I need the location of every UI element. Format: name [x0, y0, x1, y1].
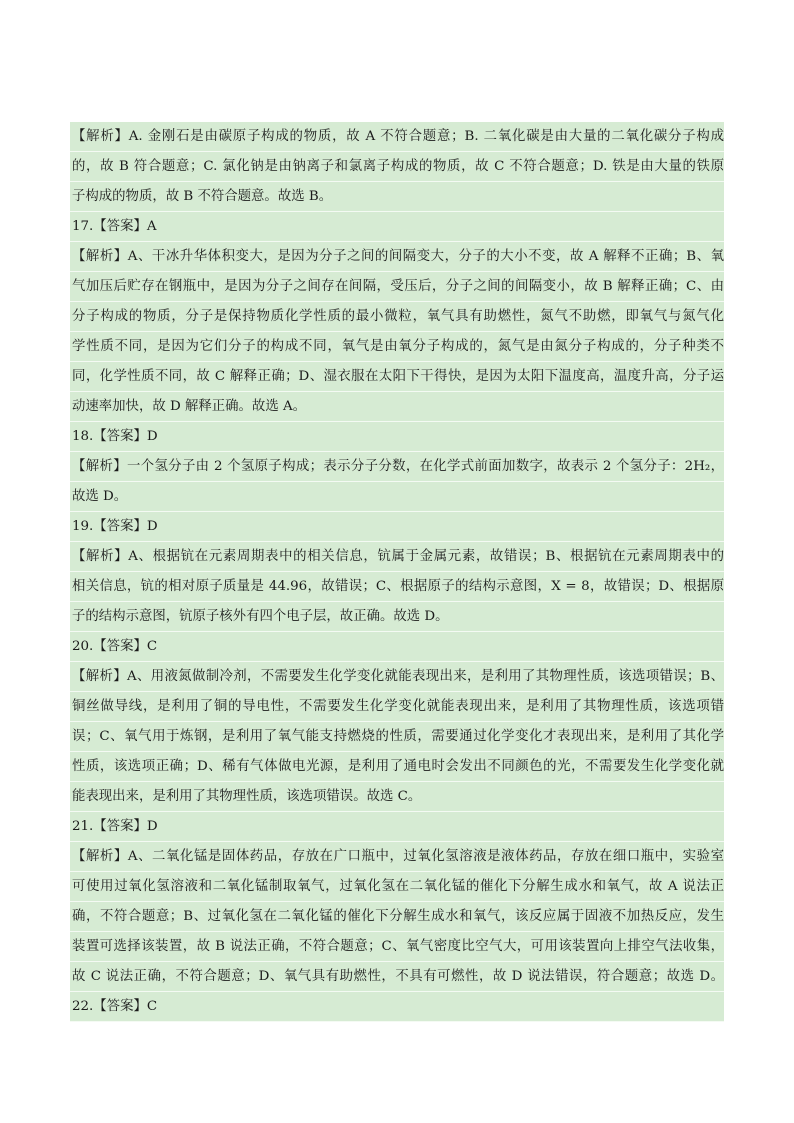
- text-line: 【解析】A、二氧化锰是固体药品，存放在广口瓶中，过氧化氢溶液是液体药品，存放在细口瓶中，实验室: [70, 842, 724, 872]
- text-line: 可使用过氧化氢溶液和二氧化锰制取氧气，过氧化氢在二氧化锰的催化下分解生成水和氧气，故 A 说法正: [70, 872, 724, 902]
- answer-heading: 17.【答案】A: [70, 212, 724, 242]
- answer-heading: 19.【答案】D: [70, 512, 724, 542]
- text-line: 动速率加快，故 D 解释正确。故选 A。: [70, 392, 724, 422]
- text-line: 的，故 B 符合题意；C. 氯化钠是由钠离子和氯离子构成的物质，故 C 不符合题意；D. 铁是由大量的铁原: [70, 152, 724, 182]
- text-line: 能表现出来，是利用了其物理性质，该选项错误。故选 C。: [70, 782, 724, 812]
- text-line: 学性质不同，是因为它们分子的构成不同，氧气是由氧分子构成的，氮气是由氮分子构成的，分子种类不: [70, 332, 724, 362]
- answer-key-text: [70, 122, 724, 1022]
- text-line: 【解析】A、根据钪在元素周期表中的相关信息，钪属于金属元素，故错误；B、根据钪在元素周期表中的: [70, 542, 724, 572]
- text-line: 分子构成的物质，分子是保持物质化学性质的最小微粒，氧气具有助燃性，氮气不助燃，即氧气与氮气化: [70, 302, 724, 332]
- text-line: 装置可选择该装置，故 B 说法正确，不符合题意；C、氧气密度比空气大，可用该装置向上排空气法收集，: [70, 932, 724, 962]
- text-line: 子构成的物质，故 B 不符合题意。故选 B。: [70, 182, 724, 212]
- text-line: 性质，该选项正确；D、稀有气体做电光源，是利用了通电时会发出不同颜色的光，不需要发生化学变化就: [70, 752, 724, 782]
- text-line: 【解析】A. 金刚石是由碳原子构成的物质，故 A 不符合题意；B. 二氧化碳是由大量的二氧化碳分子构成: [70, 122, 724, 152]
- text-line: 铜丝做导线，是利用了铜的导电性，不需要发生化学变化就能表现出来，是利用了其物理性质，该选项错: [70, 692, 724, 722]
- text-line: 故 C 说法正确，不符合题意；D、氧气具有助燃性，不具有可燃性，故 D 说法错误，符合题意；故选 D。: [70, 962, 724, 992]
- text-line: 确，不符合题意；B、过氧化氢在二氧化锰的催化下分解生成水和氧气，该反应属于固液不加热反应，发生: [70, 902, 724, 932]
- text-line: 子的结构示意图，钪原子核外有四个电子层，故正确。故选 D。: [70, 602, 724, 632]
- text-line: 【解析】A、用液氮做制冷剂，不需要发生化学变化就能表现出来，是利用了其物理性质，该选项错误；B、: [70, 662, 724, 692]
- text-line: 故选 D。: [70, 482, 724, 512]
- answer-heading: 18.【答案】D: [70, 422, 724, 452]
- answer-heading: 21.【答案】D: [70, 812, 724, 842]
- answer-heading: 20.【答案】C: [70, 632, 724, 662]
- text-line: 相关信息，钪的相对原子质量是 44.96，故错误；C、根据原子的结构示意图，X = 8，故错误；D、根据原: [70, 572, 724, 602]
- text-line: 同，化学性质不同，故 C 解释正确；D、湿衣服在太阳下干得快，是因为太阳下温度高，温度升高，分子运: [70, 362, 724, 392]
- text-line: 气加压后贮存在钢瓶中，是因为分子之间存在间隔，受压后，分子之间的间隔变小，故 B 解释正确；C、由: [70, 272, 724, 302]
- text-line: 误；C、氧气用于炼钢，是利用了氧气能支持燃烧的性质，需要通过化学变化才表现出来，是利用了其化学: [70, 722, 724, 752]
- text-line: 【解析】一个氢分子由 2 个氢原子构成；表示分子分数，在化学式前面加数字，故表示 2 个氢分子：2H₂，: [70, 452, 724, 482]
- text-line: 【解析】A、干冰升华体积变大，是因为分子之间的间隔变大，分子的大小不变，故 A 解释不正确；B、氧: [70, 242, 724, 272]
- answer-heading: 22.【答案】C: [70, 992, 724, 1022]
